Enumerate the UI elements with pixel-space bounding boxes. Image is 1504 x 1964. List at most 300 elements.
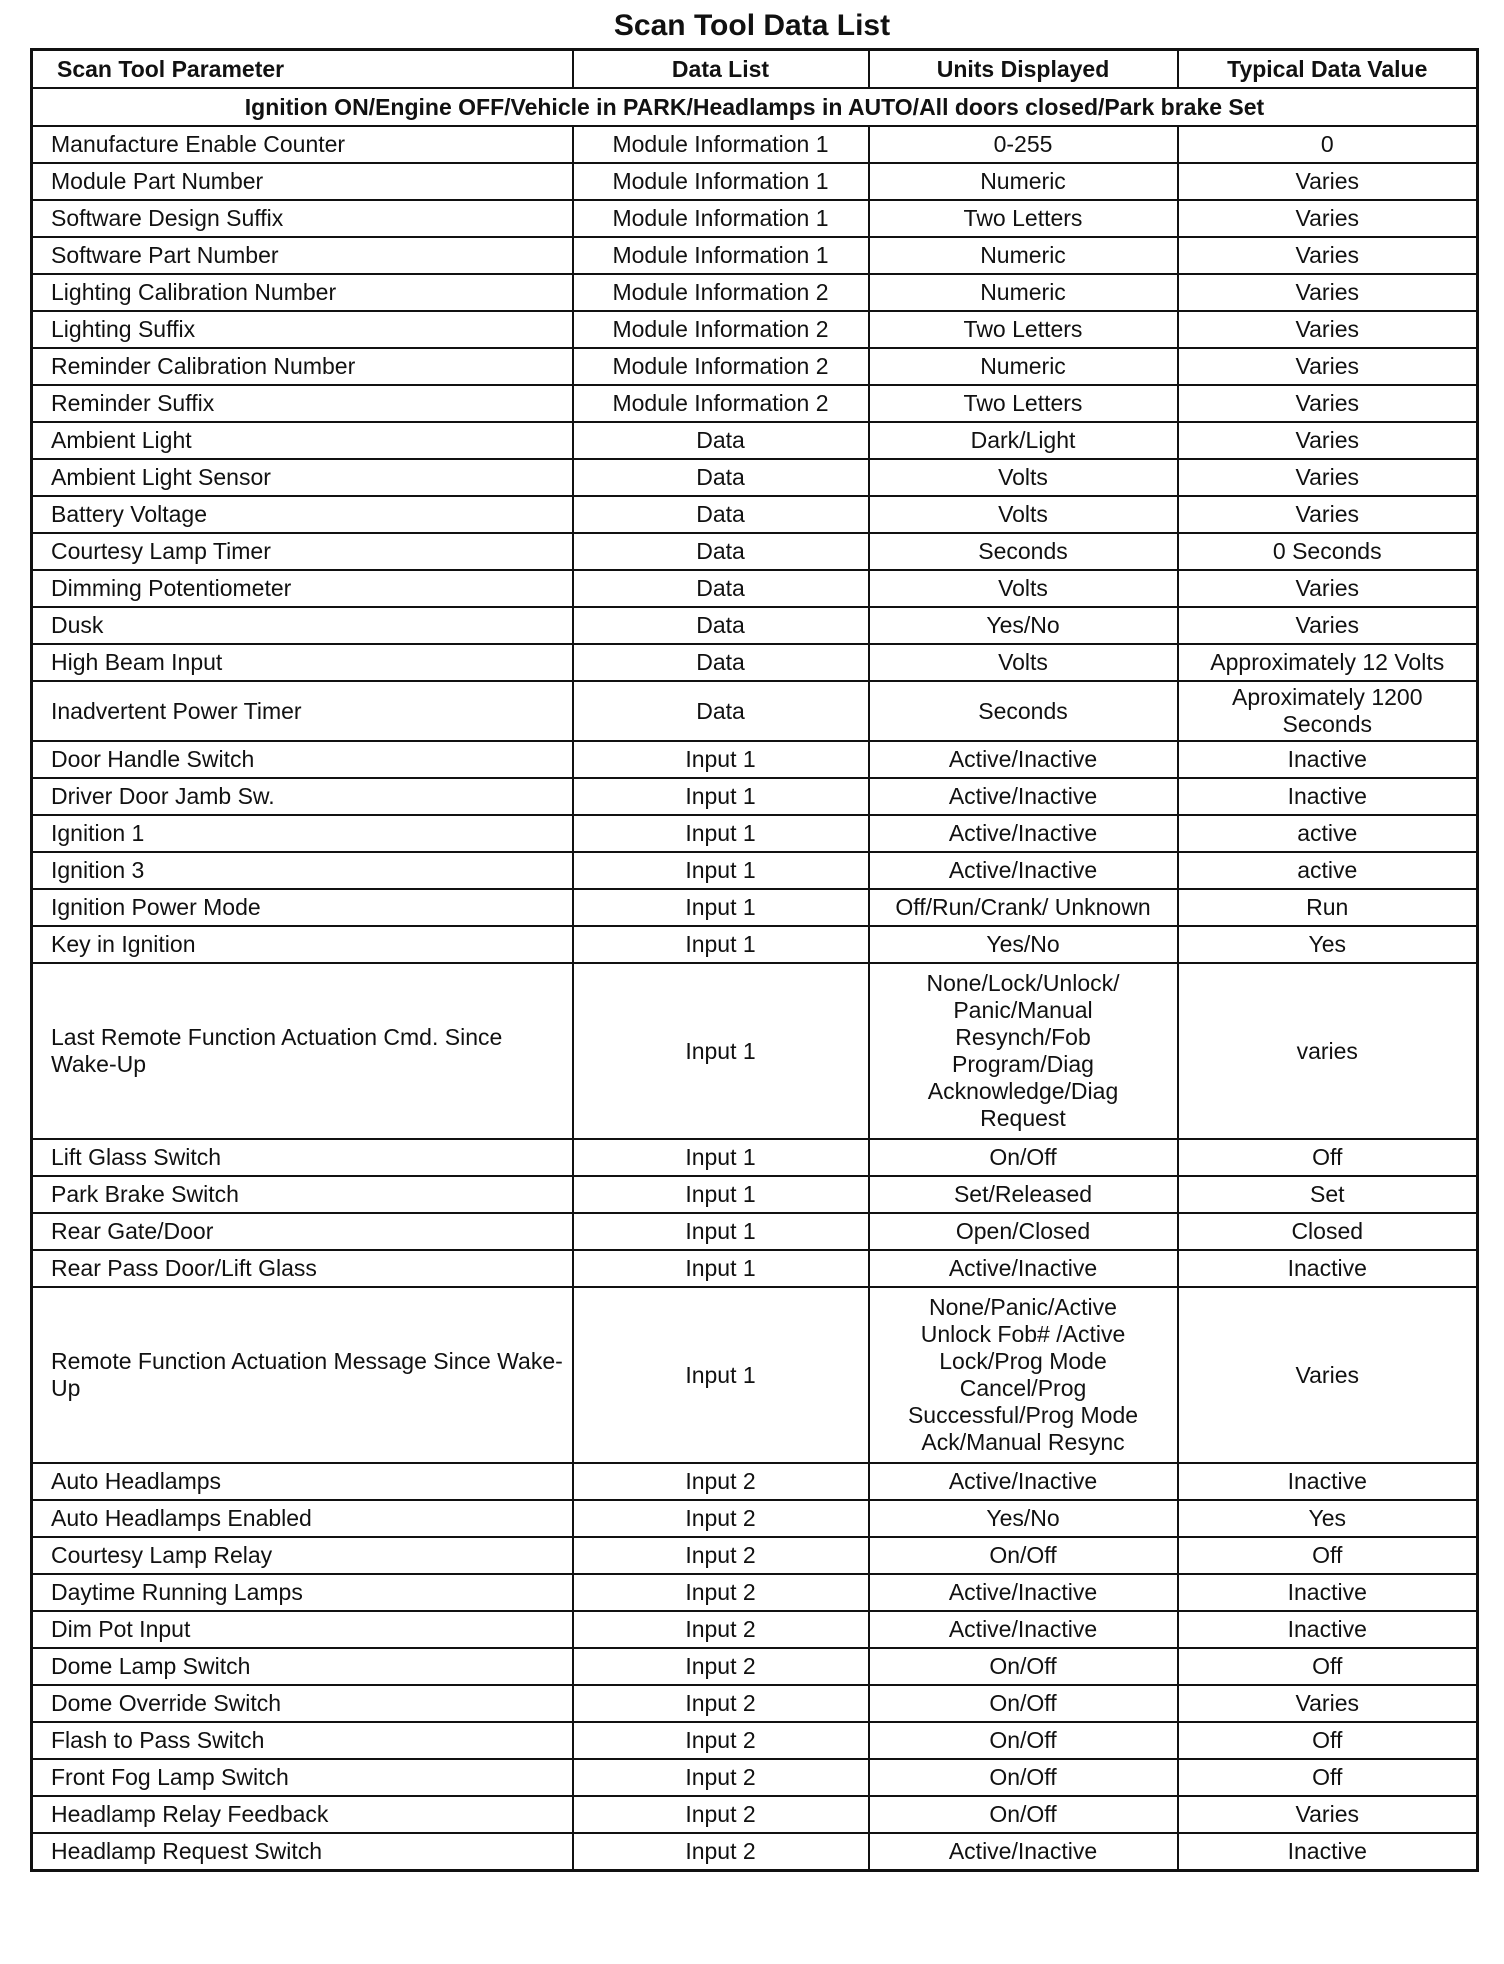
table-row bbox=[32, 1500, 1478, 1537]
units-cell bbox=[869, 1574, 1178, 1611]
cell-text: Active/Inactive bbox=[948, 746, 1098, 772]
parameter-cell bbox=[32, 1648, 573, 1685]
cell-text: Input 2 bbox=[685, 1801, 756, 1827]
cell-text: Active/Inactive bbox=[948, 1616, 1098, 1642]
cell-text: Module Part Number bbox=[51, 168, 264, 194]
parameter-cell bbox=[32, 533, 573, 570]
cell-text: Last Remote Function Actuation Cmd. Since Wake-Up bbox=[51, 1024, 503, 1077]
typical-value-cell bbox=[1178, 1463, 1478, 1500]
cell-text: Inactive bbox=[1287, 1255, 1367, 1281]
cell-text: Module Information 2 bbox=[612, 353, 829, 379]
data-list-cell bbox=[573, 1213, 869, 1250]
units-cell bbox=[869, 681, 1178, 741]
table-row bbox=[32, 1722, 1478, 1759]
cell-text: Numeric bbox=[980, 242, 1066, 268]
cell-text: On/Off bbox=[989, 1144, 1057, 1170]
units-cell bbox=[869, 1648, 1178, 1685]
typical-value-cell bbox=[1178, 963, 1478, 1139]
table-row bbox=[32, 1537, 1478, 1574]
cell-text: Data bbox=[696, 697, 745, 724]
cell-text: None/Lock/Unlock/ bbox=[926, 970, 1120, 996]
table-row bbox=[32, 422, 1478, 459]
table-row bbox=[32, 385, 1478, 422]
units-cell bbox=[869, 126, 1178, 163]
units-cell bbox=[869, 1139, 1178, 1176]
cell-text: Reminder Calibration Number bbox=[51, 353, 356, 379]
cell-text: Dusk bbox=[51, 612, 104, 638]
data-list-cell bbox=[573, 163, 869, 200]
cell-text: Dark/Light bbox=[970, 427, 1076, 453]
units-cell bbox=[869, 1537, 1178, 1574]
cell-text: Unlock Fob# /Active bbox=[920, 1321, 1126, 1347]
units-cell bbox=[869, 644, 1178, 681]
table-row bbox=[32, 200, 1478, 237]
cell-text: Data bbox=[696, 538, 745, 564]
cell-text: Run bbox=[1306, 894, 1349, 920]
parameter-cell bbox=[32, 741, 573, 778]
cell-text: Active/Inactive bbox=[948, 1579, 1098, 1605]
typical-value-cell bbox=[1178, 385, 1478, 422]
cell-text: Input 2 bbox=[685, 1653, 756, 1679]
cell-text: Software Part Number bbox=[51, 242, 279, 268]
units-cell bbox=[869, 815, 1178, 852]
data-list-cell bbox=[573, 126, 869, 163]
cell-text: Park Brake Switch bbox=[51, 1181, 239, 1207]
cell-text: Module Information 1 bbox=[612, 205, 829, 231]
typical-value-cell bbox=[1178, 1759, 1478, 1796]
cell-text: active bbox=[1297, 820, 1358, 846]
cell-text: Module Information 1 bbox=[612, 131, 829, 157]
cell-text: Input 2 bbox=[685, 1727, 756, 1753]
cell-text: Aproximately 1200 bbox=[1232, 684, 1423, 710]
units-cell bbox=[869, 459, 1178, 496]
units-cell bbox=[869, 926, 1178, 963]
table-row bbox=[32, 815, 1478, 852]
parameter-cell bbox=[32, 1463, 573, 1500]
cell-text: Courtesy Lamp Relay bbox=[51, 1542, 273, 1568]
cell-text: Set/Released bbox=[953, 1181, 1093, 1207]
data-list-cell bbox=[573, 1176, 869, 1213]
cell-text: Input 2 bbox=[685, 1579, 756, 1605]
parameter-cell bbox=[32, 644, 573, 681]
data-list-cell bbox=[573, 1685, 869, 1722]
cell-text: Module Information 1 bbox=[612, 242, 829, 268]
parameter-cell bbox=[32, 778, 573, 815]
cell-text: Module Information 2 bbox=[612, 316, 829, 342]
cell-text: Closed bbox=[1291, 1218, 1364, 1244]
cell-text: Lighting Calibration Number bbox=[51, 279, 337, 305]
cell-text: Rear Gate/Door bbox=[51, 1218, 214, 1244]
test-condition-row bbox=[32, 88, 1478, 126]
cell-text: Active/Inactive bbox=[948, 1468, 1098, 1494]
table-row bbox=[32, 963, 1478, 1139]
cell-text: Varies bbox=[1295, 1690, 1359, 1716]
units-cell bbox=[869, 1685, 1178, 1722]
units-cell bbox=[869, 1213, 1178, 1250]
cell-text: Ambient Light Sensor bbox=[51, 464, 271, 490]
cell-text: Headlamp Relay Feedback bbox=[51, 1801, 329, 1827]
typical-value-cell bbox=[1178, 889, 1478, 926]
parameter-cell bbox=[32, 496, 573, 533]
cell-text: Dome Lamp Switch bbox=[51, 1653, 251, 1679]
typical-value-cell bbox=[1178, 1139, 1478, 1176]
cell-text: Inactive bbox=[1287, 1616, 1367, 1642]
cell-text: Seconds bbox=[978, 538, 1068, 564]
cell-text: Varies bbox=[1295, 575, 1359, 601]
parameter-cell bbox=[32, 1250, 573, 1287]
cell-text: Input 2 bbox=[685, 1690, 756, 1716]
units-cell bbox=[869, 1759, 1178, 1796]
typical-value-cell bbox=[1178, 570, 1478, 607]
cell-text: On/Off bbox=[989, 1653, 1057, 1679]
parameter-cell bbox=[32, 926, 573, 963]
cell-text: Off bbox=[1312, 1144, 1343, 1170]
cell-text: Courtesy Lamp Timer bbox=[51, 538, 271, 564]
cell-text: Input 1 bbox=[685, 1361, 756, 1388]
parameter-cell bbox=[32, 570, 573, 607]
table-row bbox=[32, 644, 1478, 681]
data-list-cell bbox=[573, 200, 869, 237]
cell-text: Varies bbox=[1295, 205, 1359, 231]
cell-text: Remote Function Actuation Message Since Wake-Up bbox=[51, 1348, 563, 1401]
table-row bbox=[32, 348, 1478, 385]
cell-text: Data bbox=[696, 612, 745, 638]
cell-text: Varies bbox=[1295, 1801, 1359, 1827]
cell-text: Active/Inactive bbox=[948, 820, 1098, 846]
typical-value-cell bbox=[1178, 1833, 1478, 1871]
parameter-cell bbox=[32, 1500, 573, 1537]
parameter-cell bbox=[32, 163, 573, 200]
data-list-cell bbox=[573, 1463, 869, 1500]
parameter-cell bbox=[32, 607, 573, 644]
cell-text: 0-255 bbox=[993, 131, 1053, 157]
parameter-cell bbox=[32, 852, 573, 889]
cell-text: Input 1 bbox=[685, 1218, 756, 1244]
cell-text: Input 1 bbox=[685, 820, 756, 846]
cell-text: Ignition 3 bbox=[51, 857, 145, 883]
cell-text: Dim Pot Input bbox=[51, 1616, 191, 1642]
cell-text: Input 1 bbox=[685, 931, 756, 957]
table-row bbox=[32, 681, 1478, 741]
units-cell bbox=[869, 570, 1178, 607]
cell-text: Seconds bbox=[978, 697, 1068, 724]
typical-value-cell bbox=[1178, 496, 1478, 533]
cell-text: Two Letters bbox=[963, 205, 1083, 231]
units-cell bbox=[869, 778, 1178, 815]
data-list-cell bbox=[573, 1648, 869, 1685]
cell-text: Active/Inactive bbox=[948, 783, 1098, 809]
units-cell bbox=[869, 1611, 1178, 1648]
cell-text: Manufacture Enable Counter bbox=[51, 131, 346, 157]
cell-text: Door Handle Switch bbox=[51, 746, 255, 772]
data-list-cell bbox=[573, 1500, 869, 1537]
header-row bbox=[32, 50, 1478, 89]
parameter-cell bbox=[32, 681, 573, 741]
typical-value-cell bbox=[1178, 644, 1478, 681]
units-cell bbox=[869, 311, 1178, 348]
typical-value-cell bbox=[1178, 311, 1478, 348]
data-list-cell bbox=[573, 1139, 869, 1176]
units-cell bbox=[869, 200, 1178, 237]
parameter-cell bbox=[32, 1685, 573, 1722]
data-list-cell bbox=[573, 348, 869, 385]
cell-text: Data bbox=[696, 649, 745, 675]
parameter-cell bbox=[32, 1537, 573, 1574]
cell-text: Varies bbox=[1295, 353, 1359, 379]
cell-text: Varies bbox=[1295, 279, 1359, 305]
units-cell bbox=[869, 1833, 1178, 1871]
data-list-cell bbox=[573, 459, 869, 496]
typical-value-cell bbox=[1178, 459, 1478, 496]
parameter-cell bbox=[32, 311, 573, 348]
cell-text: Front Fog Lamp Switch bbox=[51, 1764, 289, 1790]
cell-text: Active/Inactive bbox=[948, 1255, 1098, 1281]
data-list-cell bbox=[573, 1796, 869, 1833]
cell-text: Inactive bbox=[1287, 1838, 1367, 1864]
data-list-cell bbox=[573, 311, 869, 348]
table-row bbox=[32, 741, 1478, 778]
data-list-cell bbox=[573, 237, 869, 274]
data-list-cell bbox=[573, 1722, 869, 1759]
units-cell bbox=[869, 1287, 1178, 1463]
units-cell bbox=[869, 496, 1178, 533]
parameter-cell bbox=[32, 1759, 573, 1796]
cell-text: Yes/No bbox=[986, 612, 1060, 638]
cell-text: Off bbox=[1312, 1653, 1343, 1679]
cell-text: Volts bbox=[998, 649, 1048, 675]
cell-text: Volts bbox=[998, 575, 1048, 601]
typical-value-cell bbox=[1178, 348, 1478, 385]
table-row bbox=[32, 126, 1478, 163]
typical-value-cell bbox=[1178, 200, 1478, 237]
table-row bbox=[32, 1463, 1478, 1500]
cell-text: Off bbox=[1312, 1727, 1343, 1753]
typical-value-cell bbox=[1178, 533, 1478, 570]
table-row bbox=[32, 889, 1478, 926]
cell-text: Active/Inactive bbox=[948, 1838, 1098, 1864]
data-list-cell bbox=[573, 1537, 869, 1574]
cell-text: Auto Headlamps Enabled bbox=[51, 1505, 312, 1531]
cell-text: Volts bbox=[998, 464, 1048, 490]
typical-value-cell bbox=[1178, 1611, 1478, 1648]
typical-value-cell bbox=[1178, 163, 1478, 200]
data-list-cell bbox=[573, 496, 869, 533]
table-row bbox=[32, 1574, 1478, 1611]
parameter-cell bbox=[32, 459, 573, 496]
parameter-cell bbox=[32, 385, 573, 422]
cell-text: Inactive bbox=[1287, 1579, 1367, 1605]
cell-text: Software Design Suffix bbox=[51, 205, 284, 231]
parameter-cell bbox=[32, 274, 573, 311]
parameter-cell bbox=[32, 815, 573, 852]
cell-text: Request bbox=[980, 1105, 1066, 1131]
parameter-cell bbox=[32, 1213, 573, 1250]
data-list-cell bbox=[573, 815, 869, 852]
cell-text: High Beam Input bbox=[51, 649, 223, 675]
cell-text: Ambient Light bbox=[51, 427, 192, 453]
parameter-cell bbox=[32, 1611, 573, 1648]
typical-value-cell bbox=[1178, 126, 1478, 163]
cell-text: Data bbox=[696, 427, 745, 453]
typical-value-cell bbox=[1178, 422, 1478, 459]
table-row bbox=[32, 1611, 1478, 1648]
table-row bbox=[32, 533, 1478, 570]
cell-text: Off bbox=[1312, 1764, 1343, 1790]
typical-value-cell bbox=[1178, 681, 1478, 741]
cell-text: Inactive bbox=[1287, 783, 1367, 809]
units-cell bbox=[869, 607, 1178, 644]
cell-text: Set bbox=[1309, 1181, 1345, 1207]
cell-text: Successful/Prog Mode bbox=[907, 1402, 1139, 1428]
cell-text: Inactive bbox=[1287, 746, 1367, 772]
table-row bbox=[32, 1833, 1478, 1871]
typical-value-cell bbox=[1178, 1796, 1478, 1833]
cell-text: Yes/No bbox=[986, 1505, 1060, 1531]
cell-text: Input 1 bbox=[685, 1181, 756, 1207]
cell-text: Input 1 bbox=[685, 746, 756, 772]
typical-value-cell bbox=[1178, 741, 1478, 778]
units-cell bbox=[869, 1500, 1178, 1537]
typical-value-cell bbox=[1178, 1176, 1478, 1213]
cell-text: Daytime Running Lamps bbox=[51, 1579, 303, 1605]
cell-text: Input 2 bbox=[685, 1616, 756, 1642]
data-list-cell bbox=[573, 1611, 869, 1648]
header-typical-data-value: Typical Data Value bbox=[1178, 50, 1478, 89]
parameter-cell bbox=[32, 200, 573, 237]
table-row bbox=[32, 311, 1478, 348]
units-cell bbox=[869, 1722, 1178, 1759]
typical-value-cell bbox=[1178, 1250, 1478, 1287]
cell-text: Input 2 bbox=[685, 1542, 756, 1568]
cell-text: Rear Pass Door/Lift Glass bbox=[51, 1255, 317, 1281]
cell-text: Module Information 2 bbox=[612, 390, 829, 416]
parameter-cell bbox=[32, 1139, 573, 1176]
typical-value-cell bbox=[1178, 237, 1478, 274]
units-cell bbox=[869, 1796, 1178, 1833]
cell-text: Ignition Power Mode bbox=[51, 894, 261, 920]
cell-text: 0 bbox=[1320, 131, 1334, 157]
typical-value-cell bbox=[1178, 1213, 1478, 1250]
data-list-cell bbox=[573, 1250, 869, 1287]
units-cell bbox=[869, 1176, 1178, 1213]
cell-text: active bbox=[1297, 857, 1358, 883]
cell-text: Varies bbox=[1295, 464, 1359, 490]
table-row bbox=[32, 926, 1478, 963]
parameter-cell bbox=[32, 1176, 573, 1213]
cell-text: Input 1 bbox=[685, 894, 756, 920]
units-cell bbox=[869, 385, 1178, 422]
cell-text: Auto Headlamps bbox=[51, 1468, 222, 1494]
data-list-cell bbox=[573, 681, 869, 741]
cell-text: Module Information 1 bbox=[612, 168, 829, 194]
cell-text: Off bbox=[1312, 1542, 1343, 1568]
table-row bbox=[32, 274, 1478, 311]
typical-value-cell bbox=[1178, 852, 1478, 889]
cell-text: Approximately 12 Volts bbox=[1210, 649, 1445, 675]
cell-text: Input 1 bbox=[685, 1144, 756, 1170]
typical-value-cell bbox=[1178, 926, 1478, 963]
cell-text: Data bbox=[696, 464, 745, 490]
cell-text: Lift Glass Switch bbox=[51, 1144, 221, 1170]
cell-text: Input 2 bbox=[685, 1468, 756, 1494]
parameter-cell bbox=[32, 1287, 573, 1463]
table-row bbox=[32, 1139, 1478, 1176]
table-row bbox=[32, 1213, 1478, 1250]
units-cell bbox=[869, 852, 1178, 889]
cell-text: Ack/Manual Resync bbox=[921, 1429, 1125, 1455]
table-row bbox=[32, 496, 1478, 533]
parameter-cell bbox=[32, 237, 573, 274]
data-list-cell bbox=[573, 385, 869, 422]
table-row bbox=[32, 237, 1478, 274]
cell-text: Lighting Suffix bbox=[51, 316, 196, 342]
typical-value-cell bbox=[1178, 778, 1478, 815]
table-row bbox=[32, 163, 1478, 200]
cell-text: Input 1 bbox=[685, 1255, 756, 1281]
cell-text: Numeric bbox=[980, 353, 1066, 379]
data-list-cell bbox=[573, 963, 869, 1139]
cell-text: Driver Door Jamb Sw. bbox=[51, 783, 275, 809]
cell-text: Varies bbox=[1295, 501, 1359, 527]
test-condition: Ignition ON/Engine OFF/Vehicle in PARK/Headlamps in AUTO/All doors closed/Park brake Set bbox=[32, 88, 1478, 126]
cell-text: Key in Ignition bbox=[51, 931, 196, 957]
typical-value-cell bbox=[1178, 1287, 1478, 1463]
cell-text: On/Off bbox=[989, 1690, 1057, 1716]
units-cell bbox=[869, 348, 1178, 385]
cell-text: varies bbox=[1296, 1037, 1358, 1064]
parameter-cell bbox=[32, 1722, 573, 1759]
data-list-cell bbox=[573, 1833, 869, 1871]
units-cell bbox=[869, 741, 1178, 778]
cell-text: Yes bbox=[1308, 931, 1347, 957]
data-list-cell bbox=[573, 570, 869, 607]
cell-text: None/Panic/Active bbox=[929, 1294, 1117, 1320]
cell-text: Varies bbox=[1295, 1361, 1359, 1388]
units-cell bbox=[869, 237, 1178, 274]
table-row bbox=[32, 1250, 1478, 1287]
data-list-cell bbox=[573, 274, 869, 311]
units-cell bbox=[869, 163, 1178, 200]
typical-value-cell bbox=[1178, 1685, 1478, 1722]
cell-text: Input 1 bbox=[685, 783, 756, 809]
typical-value-cell bbox=[1178, 1574, 1478, 1611]
typical-value-cell bbox=[1178, 1500, 1478, 1537]
typical-value-cell bbox=[1178, 1722, 1478, 1759]
parameter-cell bbox=[32, 889, 573, 926]
cell-text: Input 2 bbox=[685, 1505, 756, 1531]
cell-text: Module Information 2 bbox=[612, 279, 829, 305]
typical-value-cell bbox=[1178, 607, 1478, 644]
units-cell bbox=[869, 1463, 1178, 1500]
data-list-cell bbox=[573, 1759, 869, 1796]
cell-text: Dimming Potentiometer bbox=[51, 575, 292, 601]
cell-text: Numeric bbox=[980, 279, 1066, 305]
cell-text: Volts bbox=[998, 501, 1048, 527]
cell-text: Input 2 bbox=[685, 1838, 756, 1864]
data-list-cell bbox=[573, 1287, 869, 1463]
cell-text: Program/Diag bbox=[952, 1051, 1094, 1077]
cell-text: On/Off bbox=[989, 1764, 1057, 1790]
cell-text: Varies bbox=[1295, 168, 1359, 194]
parameter-cell bbox=[32, 1574, 573, 1611]
table-row bbox=[32, 1685, 1478, 1722]
units-cell bbox=[869, 963, 1178, 1139]
cell-text: Inadvertent Power Timer bbox=[51, 697, 302, 724]
cell-text: Lock/Prog Mode bbox=[939, 1348, 1107, 1374]
data-list-cell bbox=[573, 607, 869, 644]
cell-text: Varies bbox=[1295, 612, 1359, 638]
table-row bbox=[32, 1176, 1478, 1213]
